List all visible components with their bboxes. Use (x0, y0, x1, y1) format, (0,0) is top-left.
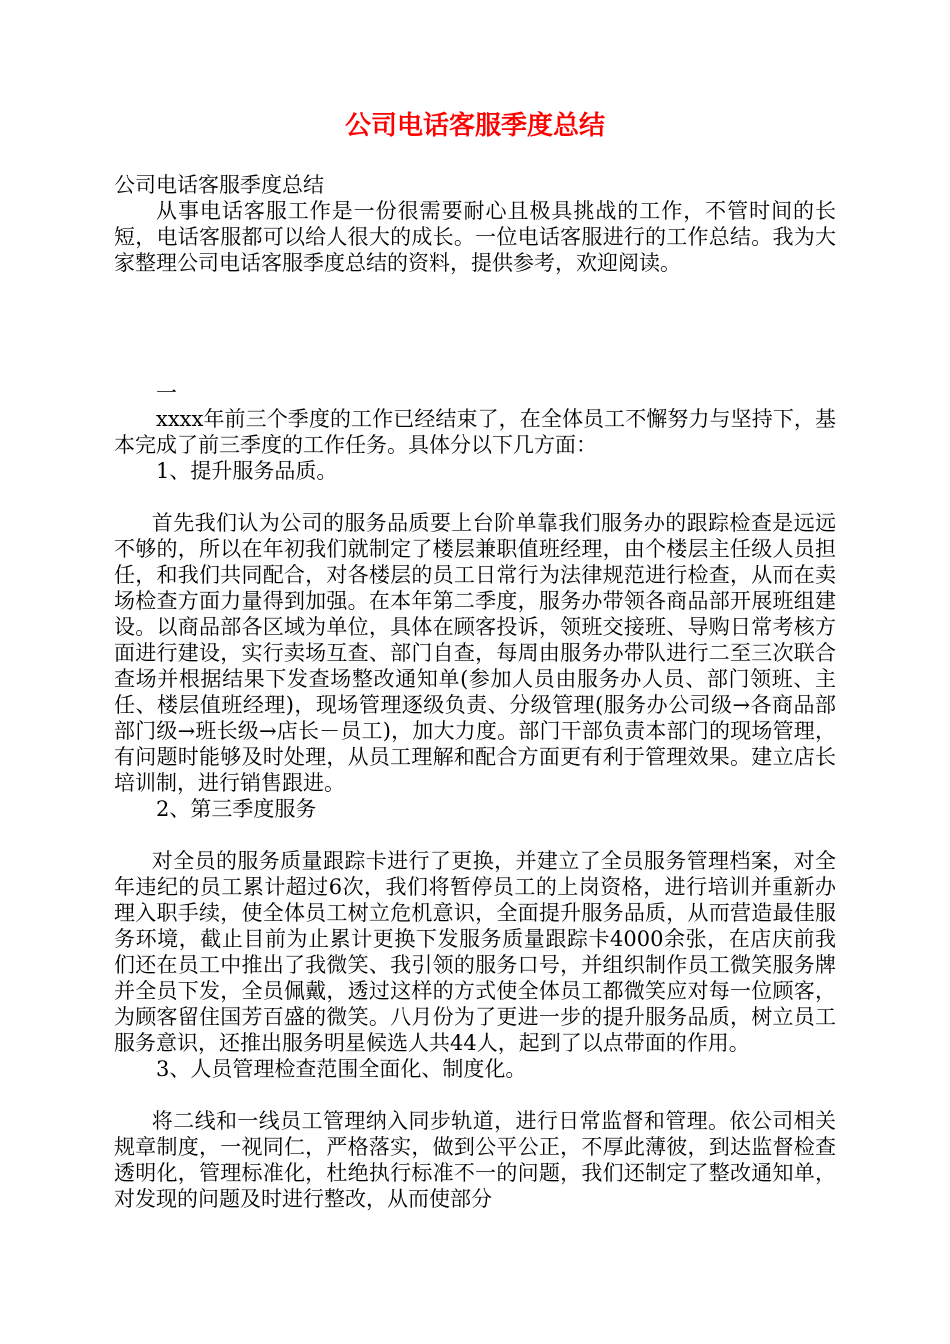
paragraph-gap (114, 1082, 836, 1108)
heading-2: 2、第三季度服务 (156, 797, 317, 821)
paragraph-gap (114, 822, 836, 848)
paragraph-3: 将二线和一线员工管理纳入同步轨道，进行日常监督和管理。依公司相关规章制度，一视同仁，严格落实，做到公平公正，不厚此薄彼，到达监督检查透明化，管理标准化，杜绝执行标准不一的问题，我们还制定了整改通知单，对发现的问题及时进行整改，从而使部分 (114, 1109, 836, 1211)
document-title: 公司电话客服季度总结 (344, 111, 605, 141)
document-subtitle: 公司电话客服季度总结 (114, 173, 324, 197)
overview-paragraph: xxxx年前三个季度的工作已经结束了，在全体员工不懈努力与坚持下，基本完成了前三季度的工作任务。具体分以下几方面： (114, 407, 836, 457)
paragraph-gap (114, 484, 836, 510)
document-body (114, 172, 836, 1212)
intro-paragraph: 从事电话客服工作是一份很需要耐心且极具挑战的工作，不管时间的长短，电话客服都可以给人很大的成长。一位电话客服进行的工作总结。我为大家整理公司电话客服季度总结的资料，提供参考，欢迎阅读。 (114, 199, 836, 275)
heading-1: 1、提升服务品质。 (156, 459, 338, 483)
blank-space (114, 276, 836, 380)
section-mark: 一 (156, 381, 177, 405)
heading-3: 3、人员管理检查范围全面化、制度化。 (156, 1057, 527, 1081)
paragraph-1: 首先我们认为公司的服务品质要上台阶单靠我们服务办的跟踪检查是远远不够的，所以在年初我们就制定了楼层兼职值班经理，由个楼层主任级人员担任，和我们共同配合，对各楼层的员工日常行为法律规范进行检查，从而在卖场检查方面力量得到加强。在本年第二季度，服务办带领各商品部开展班组建设。以商品部各区域为单位，具体在顾客投诉，领班交接班、导购日常考核方面进行建设，实行卖场互查、部门自查，每周由服务办带队进行二至三次联合查场并根据结果下发查场整改通知单(参加人员由服务办人员、部门领班、主任、楼层值班经理)，现场管理逐级负责、分级管理(服务办公司级→各商品部部门级→班长级→店长－员工)，加大力度。部门干部负责本部门的现场管理，有问题时能够及时处理，从员工理解和配合方面更有利于管理效果。建立店长培训制，进行销售跟进。 (114, 511, 836, 795)
paragraph-2: 对全员的服务质量跟踪卡进行了更换，并建立了全员服务管理档案，对全年违纪的员工累计超过6次，我们将暂停员工的上岗资格，进行培训并重新办理入职手续，使全体员工树立危机意识，全面提升服务品质，从而营造最佳服务环境，截止目前为止累计更换下发服务质量跟踪卡4000余张，在店庆前我们还在员工中推出了我微笑、我引领的服务口号，并组织制作员工微笑服务牌并全员下发，全员佩戴，透过这样的方式使全体员工都微笑应对每一位顾客，为顾客留住国芳百盛的微笑。八月份为了更进一步的提升服务品质，树立员工服务意识，还推出服务明星候选人共44人，起到了以点带面的作用。 (114, 849, 836, 1055)
